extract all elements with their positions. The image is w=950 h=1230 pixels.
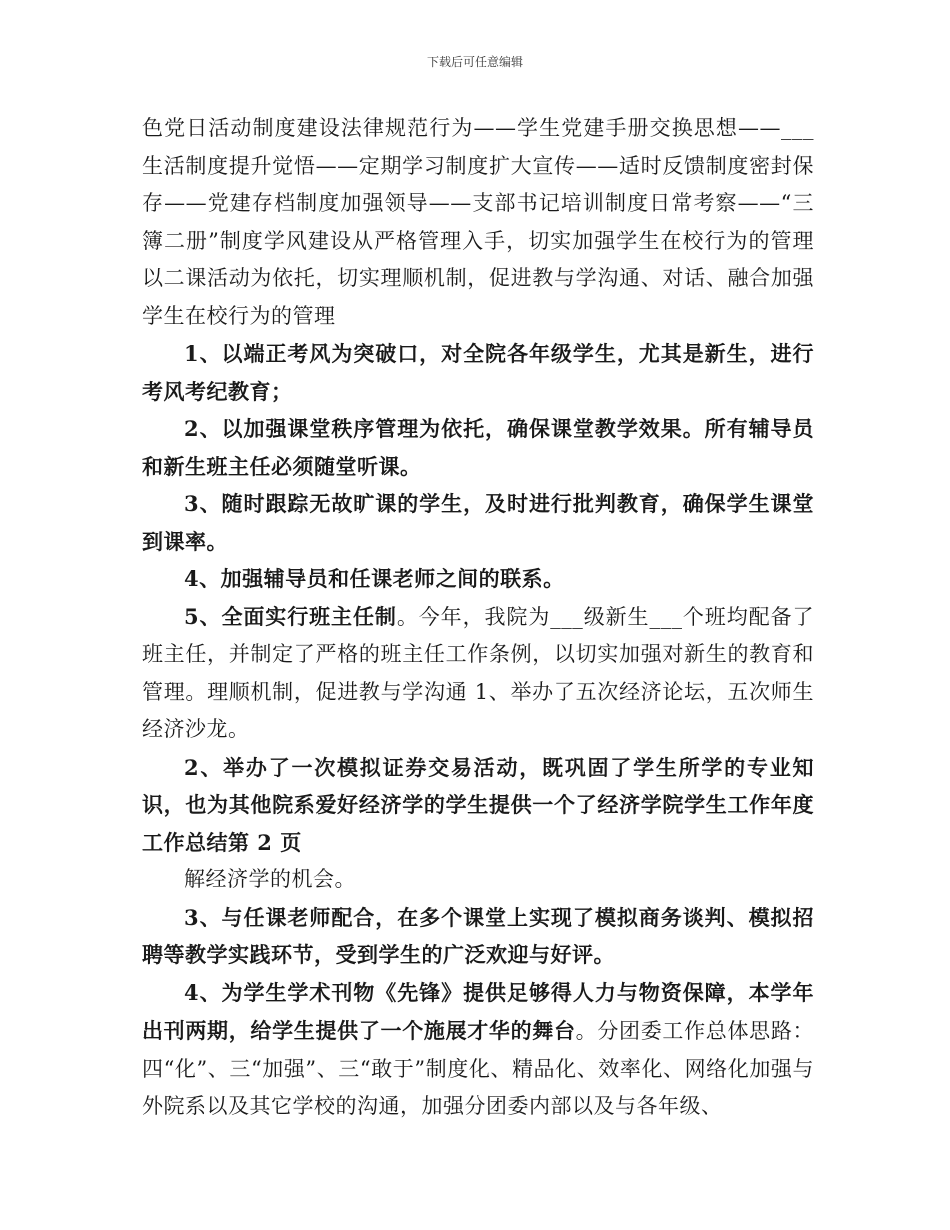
paragraph-9: 3、与任课老师配合，在多个课堂上实现了模拟商务谈判、模拟招聘等教学实践环节，受到学生的广泛欢迎与好评。 (142, 904, 814, 967)
page-header: 下载后可任意编辑 (426, 55, 523, 69)
paragraph-1: 色党日活动制度建设法律规范行为——学生党建手册交换思想——___生活制度提升觉悟——定期学习制度扩大宣传——适时反馈制度密封保存——党建存档制度加强领导——支部书记培训制度日常考察——“三簿二册”制度学风建设从严格管理入手，切实加强学生在校行为的管理以二课活动为依托，切实理顺机制，促进教与学沟通、对话、融合加强学生在校行为的管理 (142, 116, 814, 328)
paragraph-6: 5、全面实行班主任制。今年，我院为___级新生___个班均配备了班主任，并制定了严格的班主任工作条例，以切实加强对新生的教育和管理。理顺机制，促进教与学沟通 1、举办了五次经济论坛，五次师生经济沙龙。 (142, 603, 814, 741)
paragraph-5: 4、加强辅导员和任课老师之间的联系。 (184, 566, 565, 591)
document-body (142, 110, 814, 1126)
paragraph-2: 1、以端正考风为突破口，对全院各年级学生，尤其是新生，进行考风考纪教育； (142, 341, 814, 404)
paragraph-7: 2、举办了一次模拟证券交易活动，既巩固了学生所学的专业知识，也为其他院系爱好经济学的学生提供一个了经济学院学生工作年度工作总结第 2 页 (142, 754, 814, 855)
paragraph-3: 2、以加强课堂秩序管理为依托，确保课堂教学效果。所有辅导员和新生班主任必须随堂听课。 (142, 416, 814, 479)
paragraph-10: 4、为学生学术刊物《先锋》提供足够得人力与物资保障，本学年出刊两期，给学生提供了一个施展才华的舞台。分团委工作总体思路：四“化”、三“加强”、三“敢于”制度化、精品化、效率化、网络化加强与外院系以及其它学校的沟通，加强分团委内部以及与各年级、 (142, 979, 815, 1118)
paragraph-4: 3、随时跟踪无故旷课的学生，及时进行批判教育，确保学生课堂到课率。 (142, 491, 814, 554)
paragraph-8: 解经济学的机会。 (184, 867, 356, 891)
